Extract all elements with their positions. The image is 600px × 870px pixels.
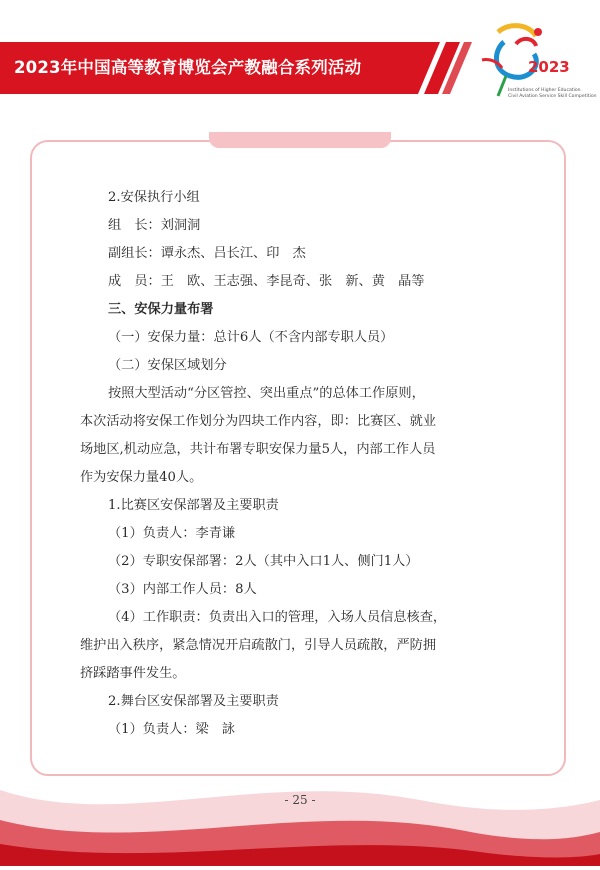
- frame-tab: [209, 132, 391, 148]
- competition-logo: [476, 14, 597, 114]
- paragraph-line: 组 长：刘洞洞: [108, 218, 201, 233]
- paragraph-line: （2）专职安保部署：2人（其中入口1人、侧门1人）: [108, 554, 419, 569]
- section-heading: 2.安保执行小组: [108, 190, 200, 205]
- paragraph-line: （1）负责人：梁 詠: [108, 722, 236, 737]
- section-heading: 2.舞台区安保部署及主要职责: [108, 694, 279, 709]
- paragraph-line: 成 员：王 欧、王志强、李昆奇、张 新、黄 晶等: [108, 274, 425, 289]
- footer-waves: [0, 760, 600, 866]
- logo-year: 2023: [528, 58, 570, 76]
- paragraph-line: 按照大型活动“分区管控、突出重点”的总体工作原则，: [108, 386, 425, 401]
- logo-subtitle-line: Civil Aviation Service Skill Competition: [508, 94, 597, 99]
- paragraph-line: 挤踩踏事件发生。: [80, 666, 186, 681]
- logo-subtitle-line: Institutions of Higher Education: [508, 88, 581, 93]
- paragraph-line: （3）内部工作人员：8人: [108, 582, 257, 597]
- paragraph-line: （4）工作职责：负责出入口的管理，入场人员信息核查，: [108, 610, 447, 625]
- section-heading: 三、安保力量布署: [108, 302, 214, 317]
- paragraph-line: 副组长：谭永杰、吕长江、印 杰: [108, 246, 306, 261]
- paragraph-line: （二）安保区域划分: [108, 358, 227, 373]
- paragraph-line: （1）负责人：李青谦: [108, 526, 236, 541]
- paragraph-line: 维护出入秩序，紧急情况开启疏散门，引导人员疏散，严防拥: [80, 638, 437, 653]
- section-heading: 1.比赛区安保部署及主要职责: [108, 498, 279, 513]
- paragraph-line: 作为安保力量40人。: [80, 470, 203, 485]
- header-title: 2023年中国高等教育博览会产教融合系列活动: [14, 58, 362, 77]
- page-number: - 25 -: [284, 793, 316, 807]
- footer-decoration: [0, 760, 600, 866]
- paragraph-line: 场地区,机动应急，共计布署专职安保力量5人，内部工作人员: [80, 442, 436, 457]
- paragraph-line: （一）安保力量：总计6人（不含内部专职人员）: [108, 330, 394, 345]
- paragraph-line: 本次活动将安保工作划分为四块工作内容，即：比赛区、就业: [80, 414, 437, 429]
